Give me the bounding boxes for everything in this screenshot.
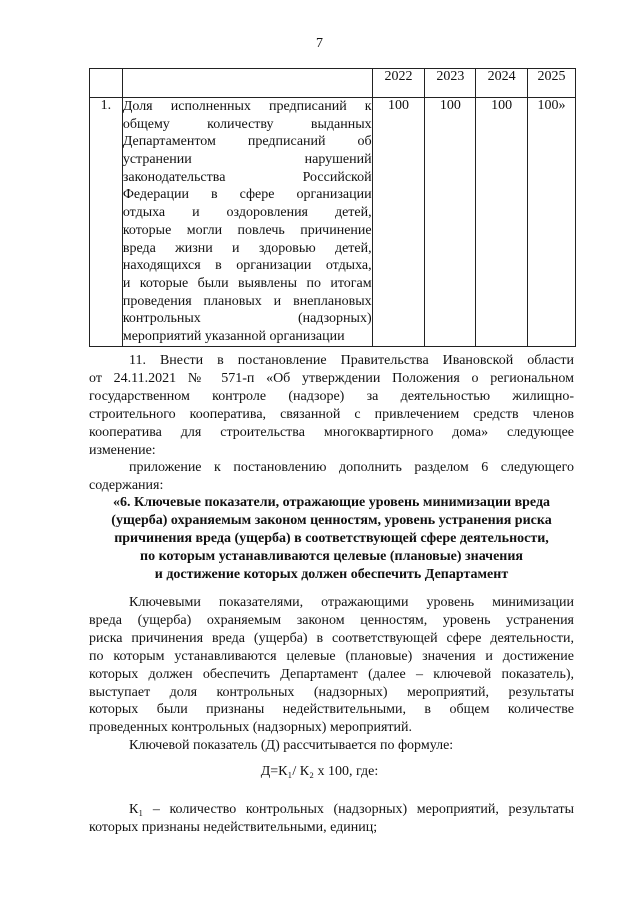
text-line: от 24.11.2021 № 571-п «Об утверждении Положения о региональном — [89, 370, 574, 386]
value-2025: 100» — [528, 98, 576, 347]
indicator-table — [89, 68, 576, 347]
desc-line: законодательства Российской — [122, 169, 372, 185]
text-line: К₁ – количество контрольных (надзорных) мероприятий, результаты — [129, 802, 574, 817]
key-indicators-paragraph — [89, 594, 574, 755]
text-line: которых признаны недействительными, единиц; — [89, 819, 378, 835]
desc-line: Департаментом предписаний об — [122, 134, 372, 150]
text-line: приложение к постановлению дополнить разделом 6 следующего — [129, 460, 574, 476]
desc-line: которые могли повлечь причинение — [122, 222, 372, 238]
heading-line: «6. Ключевые показатели, отражающие уровень минимизации вреда — [112, 495, 551, 510]
text-line: вреда (ущерба) охраняемым законом ценностям, уровень устранения — [89, 612, 574, 628]
text-line: проведенных контрольных (надзорных) мероприятий. — [89, 720, 413, 736]
desc-line: отдыха и оздоровления детей, — [122, 205, 372, 221]
text-line: изменение: — [89, 442, 156, 458]
year-2023: 2023 — [425, 69, 476, 98]
value-2022: 100 — [372, 98, 425, 347]
row-number: 1. — [90, 98, 123, 347]
page-number: 7 — [316, 36, 323, 51]
heading-line: причинения вреда (ущерба) в соответствующей сфере деятельности, — [114, 530, 549, 546]
desc-line: Федерации в сфере организации — [122, 187, 372, 203]
header-num-cell — [90, 69, 123, 98]
text-line: которых были признаны недействительными, в общем количестве — [89, 702, 574, 718]
desc-line: контрольных (надзорных) — [122, 311, 372, 327]
desc-line: проведения плановых и внеплановых — [122, 293, 372, 309]
value-2024: 100 — [476, 98, 528, 347]
k1-definition — [89, 801, 574, 837]
table-header-row — [90, 69, 576, 98]
year-2022: 2022 — [372, 69, 425, 98]
value-2023: 100 — [425, 98, 476, 347]
desc-line: и которые были выявлены по итогам — [122, 275, 372, 291]
formula: Д=К₁/ К₂ х 100, где: — [260, 764, 379, 779]
text-line: которых должен обеспечить Департамент (далее – ключевой показатель), — [89, 666, 574, 682]
text-line: содержания: — [89, 478, 164, 494]
desc-line: устранении нарушений — [122, 152, 372, 168]
desc-line: вреда жизни и здоровью детей, — [122, 240, 372, 256]
text-line: выступает доля контрольных (надзорных) мероприятий, результаты — [89, 684, 574, 700]
heading-line: и достижение которых должен обеспечить Департамент — [154, 566, 509, 582]
text-line: риска причинения вреда (ущерба) в соответствующей сфере деятельности, — [89, 630, 574, 646]
desc-line: общему количеству выданных — [122, 116, 372, 132]
row-description — [122, 98, 372, 347]
year-2024: 2024 — [476, 69, 528, 98]
heading-line: по которым устанавливаются целевые (плановые) значения — [140, 548, 523, 564]
section-heading — [89, 494, 574, 584]
desc-line: находящихся в организации отдыха, — [122, 258, 372, 274]
year-2025: 2025 — [528, 69, 576, 98]
item-11-paragraph — [89, 352, 574, 495]
text-line: кооператива для строительства многоквартирного дома» следующее — [89, 424, 574, 440]
text-line: по которым устанавливаются целевые (плановые) значения и достижение — [89, 648, 574, 664]
desc-line: Доля исполненных предписаний к — [122, 99, 372, 114]
text-line: 11. Внести в постановление Правительства Ивановской области — [129, 353, 574, 368]
text-line: государственном контроле (надзоре) за деятельностью жилищно- — [89, 388, 574, 404]
heading-line: (ущерба) охраняемым законом ценностям, уровень устранения риска — [111, 512, 552, 528]
header-desc-cell — [122, 69, 372, 98]
desc-line: мероприятий указанной организации — [122, 328, 345, 344]
text-line: Ключевыми показателями, отражающими уровень минимизации — [129, 595, 574, 610]
text-line: строительного кооператива, связанной с привлечением средств членов — [89, 406, 574, 422]
formula-intro: Ключевой показатель (Д) рассчитывается по формуле: — [129, 738, 454, 754]
table-row — [90, 98, 576, 347]
